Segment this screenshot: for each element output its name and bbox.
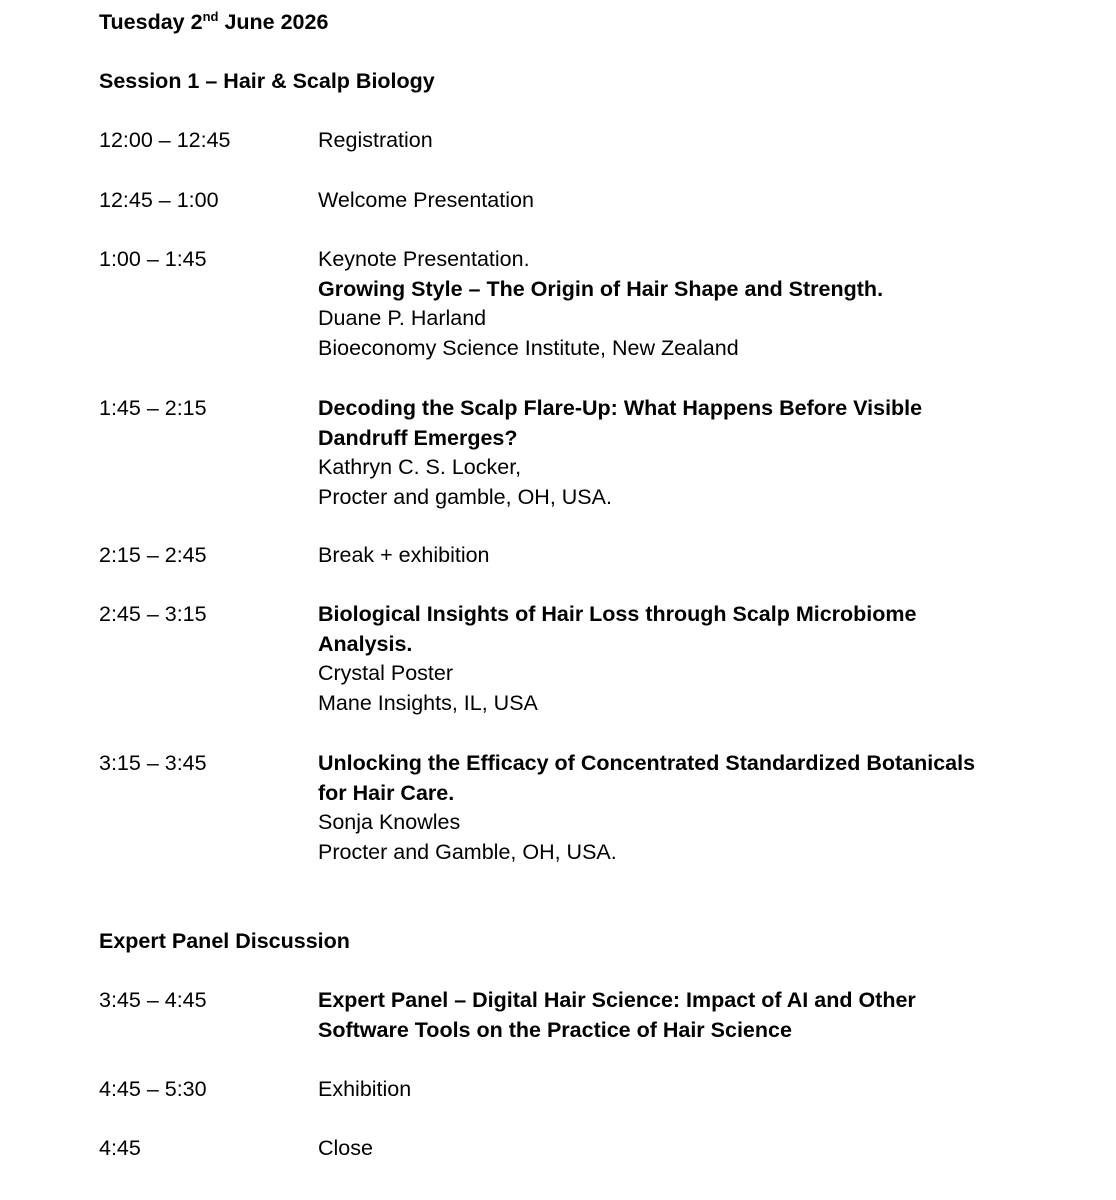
row-label: Keynote Presentation. — [318, 247, 530, 271]
panel-heading: Expert Panel Discussion — [99, 929, 350, 953]
row-time: 2:15 – 2:45 — [99, 543, 207, 567]
row-detail — [318, 541, 998, 571]
row-time: 1:45 – 2:15 — [99, 396, 207, 420]
speaker-name: Kathryn C. S. Locker, — [318, 455, 522, 480]
row-detail — [318, 749, 998, 868]
row-label: Break + exhibition — [318, 543, 490, 567]
row-detail — [318, 986, 998, 1045]
row-detail — [318, 600, 998, 719]
row-label: Exhibition — [318, 1077, 412, 1101]
row-time: 2:45 – 3:15 — [99, 602, 207, 626]
row-detail — [318, 186, 998, 216]
agenda-date — [99, 8, 328, 38]
row-time: 1:00 – 1:45 — [99, 247, 207, 271]
row-time: 3:15 – 3:45 — [99, 751, 207, 775]
row-detail — [318, 1134, 998, 1164]
speaker-affiliation: Mane Insights, IL, USA — [318, 691, 538, 716]
date-ordinal: nd — [202, 9, 219, 24]
talk-title: Decoding the Scalp Flare-Up: What Happens Before Visible Dandruff Emerges? — [318, 396, 923, 450]
row-time: 12:45 – 1:00 — [99, 188, 219, 212]
date-rest: June 2026 — [218, 10, 329, 34]
talk-title: Biological Insights of Hair Loss through Scalp Microbiome Analysis. — [318, 602, 917, 656]
speaker-affiliation: Procter and gamble, OH, USA. — [318, 485, 612, 510]
row-label: Registration — [318, 128, 433, 152]
row-time: 3:45 – 4:45 — [99, 988, 207, 1012]
speaker-name: Sonja Knowles — [318, 810, 461, 835]
speaker-affiliation: Bioeconomy Science Institute, New Zealand — [318, 336, 739, 361]
row-time: 4:45 — [99, 1136, 141, 1160]
row-time: 12:00 – 12:45 — [99, 128, 231, 152]
speaker-affiliation: Procter and Gamble, OH, USA. — [318, 840, 617, 865]
speaker-name: Crystal Poster — [318, 661, 454, 686]
talk-title: Unlocking the Efficacy of Concentrated Standardized Botanicals for Hair Care. — [318, 751, 976, 805]
row-detail — [318, 245, 998, 364]
row-detail — [318, 394, 998, 513]
row-detail — [318, 126, 998, 156]
talk-title: Growing Style – The Origin of Hair Shape and Strength. — [318, 276, 884, 301]
speaker-name: Duane P. Harland — [318, 306, 487, 331]
row-time: 4:45 – 5:30 — [99, 1077, 207, 1101]
row-label: Close — [318, 1136, 373, 1160]
row-detail — [318, 1075, 998, 1105]
date-day: Tuesday 2 — [99, 10, 203, 34]
row-label: Welcome Presentation — [318, 188, 534, 212]
session-heading: Session 1 – Hair & Scalp Biology — [99, 69, 435, 93]
talk-title: Expert Panel – Digital Hair Science: Impact of AI and Other Software Tools on the Practice of Hair Science — [318, 988, 916, 1042]
